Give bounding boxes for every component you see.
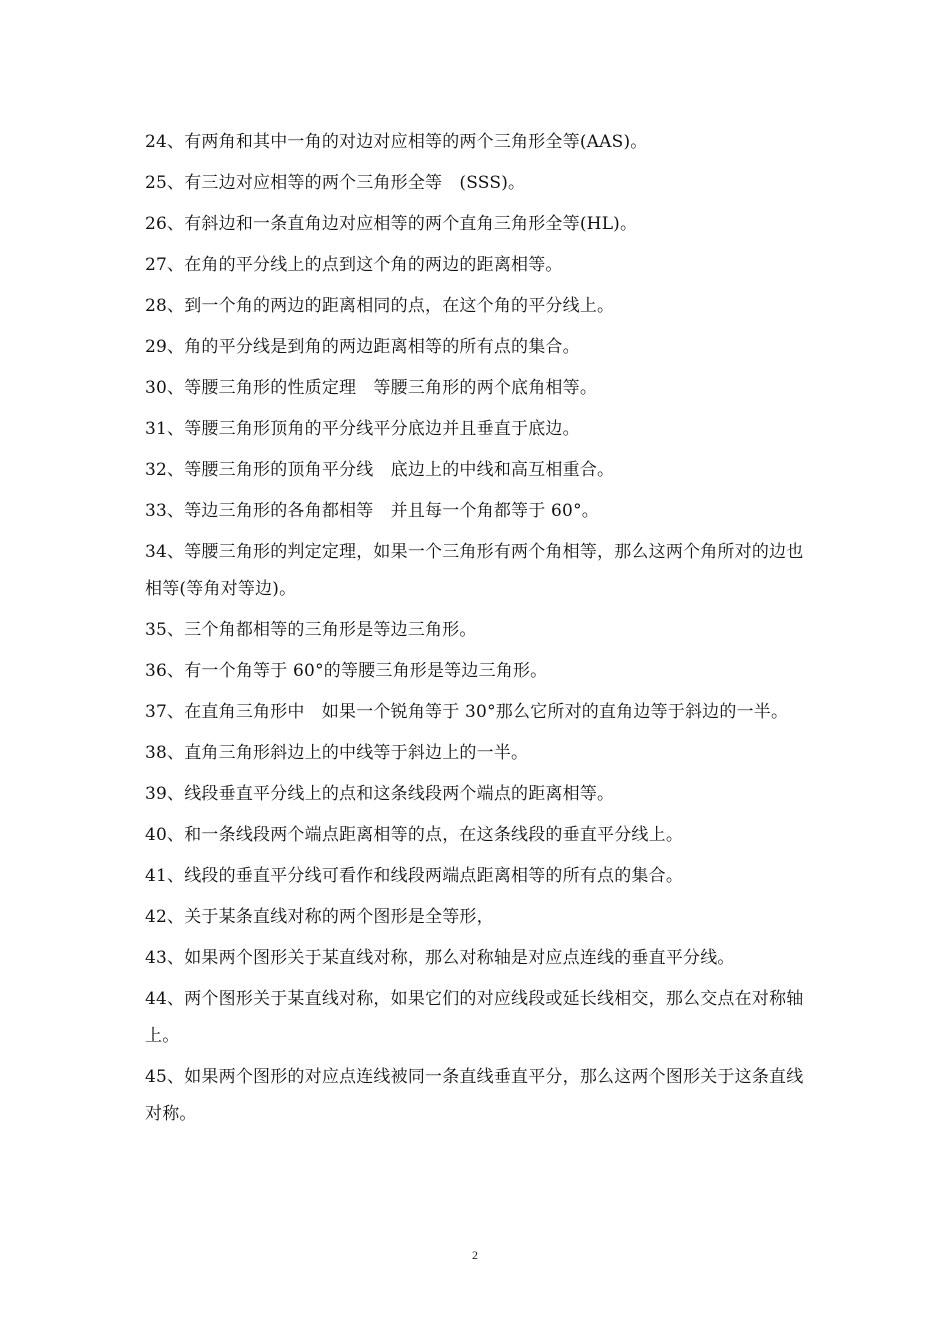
theorem-item-29: 29、角的平分线是到角的两边距离相等的所有点的集合。 — [145, 337, 580, 357]
theorem-item-24: 24、有两角和其中一角的对边对应相等的两个三角形全等(AAS)。 — [145, 132, 648, 152]
theorem-item-26: 26、有斜边和一条直角边对应相等的两个直角三角形全等(HL)。 — [145, 214, 638, 234]
theorem-item-31: 31、等腰三角形顶角的平分线平分底边并且垂直于底边。 — [145, 419, 580, 439]
theorem-item-30: 30、等腰三角形的性质定理 等腰三角形的两个底角相等。 — [145, 378, 598, 398]
theorem-item-25: 25、有三边对应相等的两个三角形全等 (SSS)。 — [145, 173, 526, 193]
theorem-item-39: 39、线段垂直平分线上的点和这条线段两个端点的距离相等。 — [145, 784, 615, 804]
theorem-list — [145, 124, 805, 1137]
page-number: 2 — [472, 1248, 478, 1262]
theorem-item-37: 37、在直角三角形中 如果一个锐角等于 30°那么它所对的直角边等于斜边的一半。 — [145, 702, 789, 722]
theorem-item-36: 36、有一个角等于 60°的等腰三角形是等边三角形。 — [145, 661, 548, 681]
theorem-item-32: 32、等腰三角形的顶角平分线 底边上的中线和高互相重合。 — [145, 460, 615, 480]
theorem-item-33: 33、等边三角形的各角都相等 并且每一个角都等于 60°。 — [145, 501, 599, 521]
theorem-item-38: 38、直角三角形斜边上的中线等于斜边上的一半。 — [145, 743, 529, 763]
theorem-item-28: 28、到一个角的两边的距离相同的点，在这个角的平分线上。 — [145, 296, 615, 316]
theorem-item-44: 44、两个图形关于某直线对称，如果它们的对应线段或延长线相交，那么交点在对称轴上。 — [145, 989, 804, 1046]
theorem-item-34: 34、等腰三角形的判定定理，如果一个三角形有两个角相等，那么这两个角所对的边也相等(等角对等边)。 — [145, 542, 804, 599]
theorem-item-43: 43、如果两个图形关于某直线对称，那么对称轴是对应点连线的垂直平分线。 — [145, 948, 735, 968]
theorem-item-40: 40、和一条线段两个端点距离相等的点，在这条线段的垂直平分线上。 — [145, 825, 684, 845]
theorem-item-45: 45、如果两个图形的对应点连线被同一条直线垂直平分，那么这两个图形关于这条直线对称。 — [145, 1067, 804, 1124]
theorem-item-41: 41、线段的垂直平分线可看作和线段两端点距离相等的所有点的集合。 — [145, 866, 684, 886]
theorem-item-27: 27、在角的平分线上的点到这个角的两边的距离相等。 — [145, 255, 563, 275]
theorem-item-42: 42、关于某条直线对称的两个图形是全等形， — [145, 907, 494, 927]
theorem-item-35: 35、三个角都相等的三角形是等边三角形。 — [145, 620, 477, 640]
